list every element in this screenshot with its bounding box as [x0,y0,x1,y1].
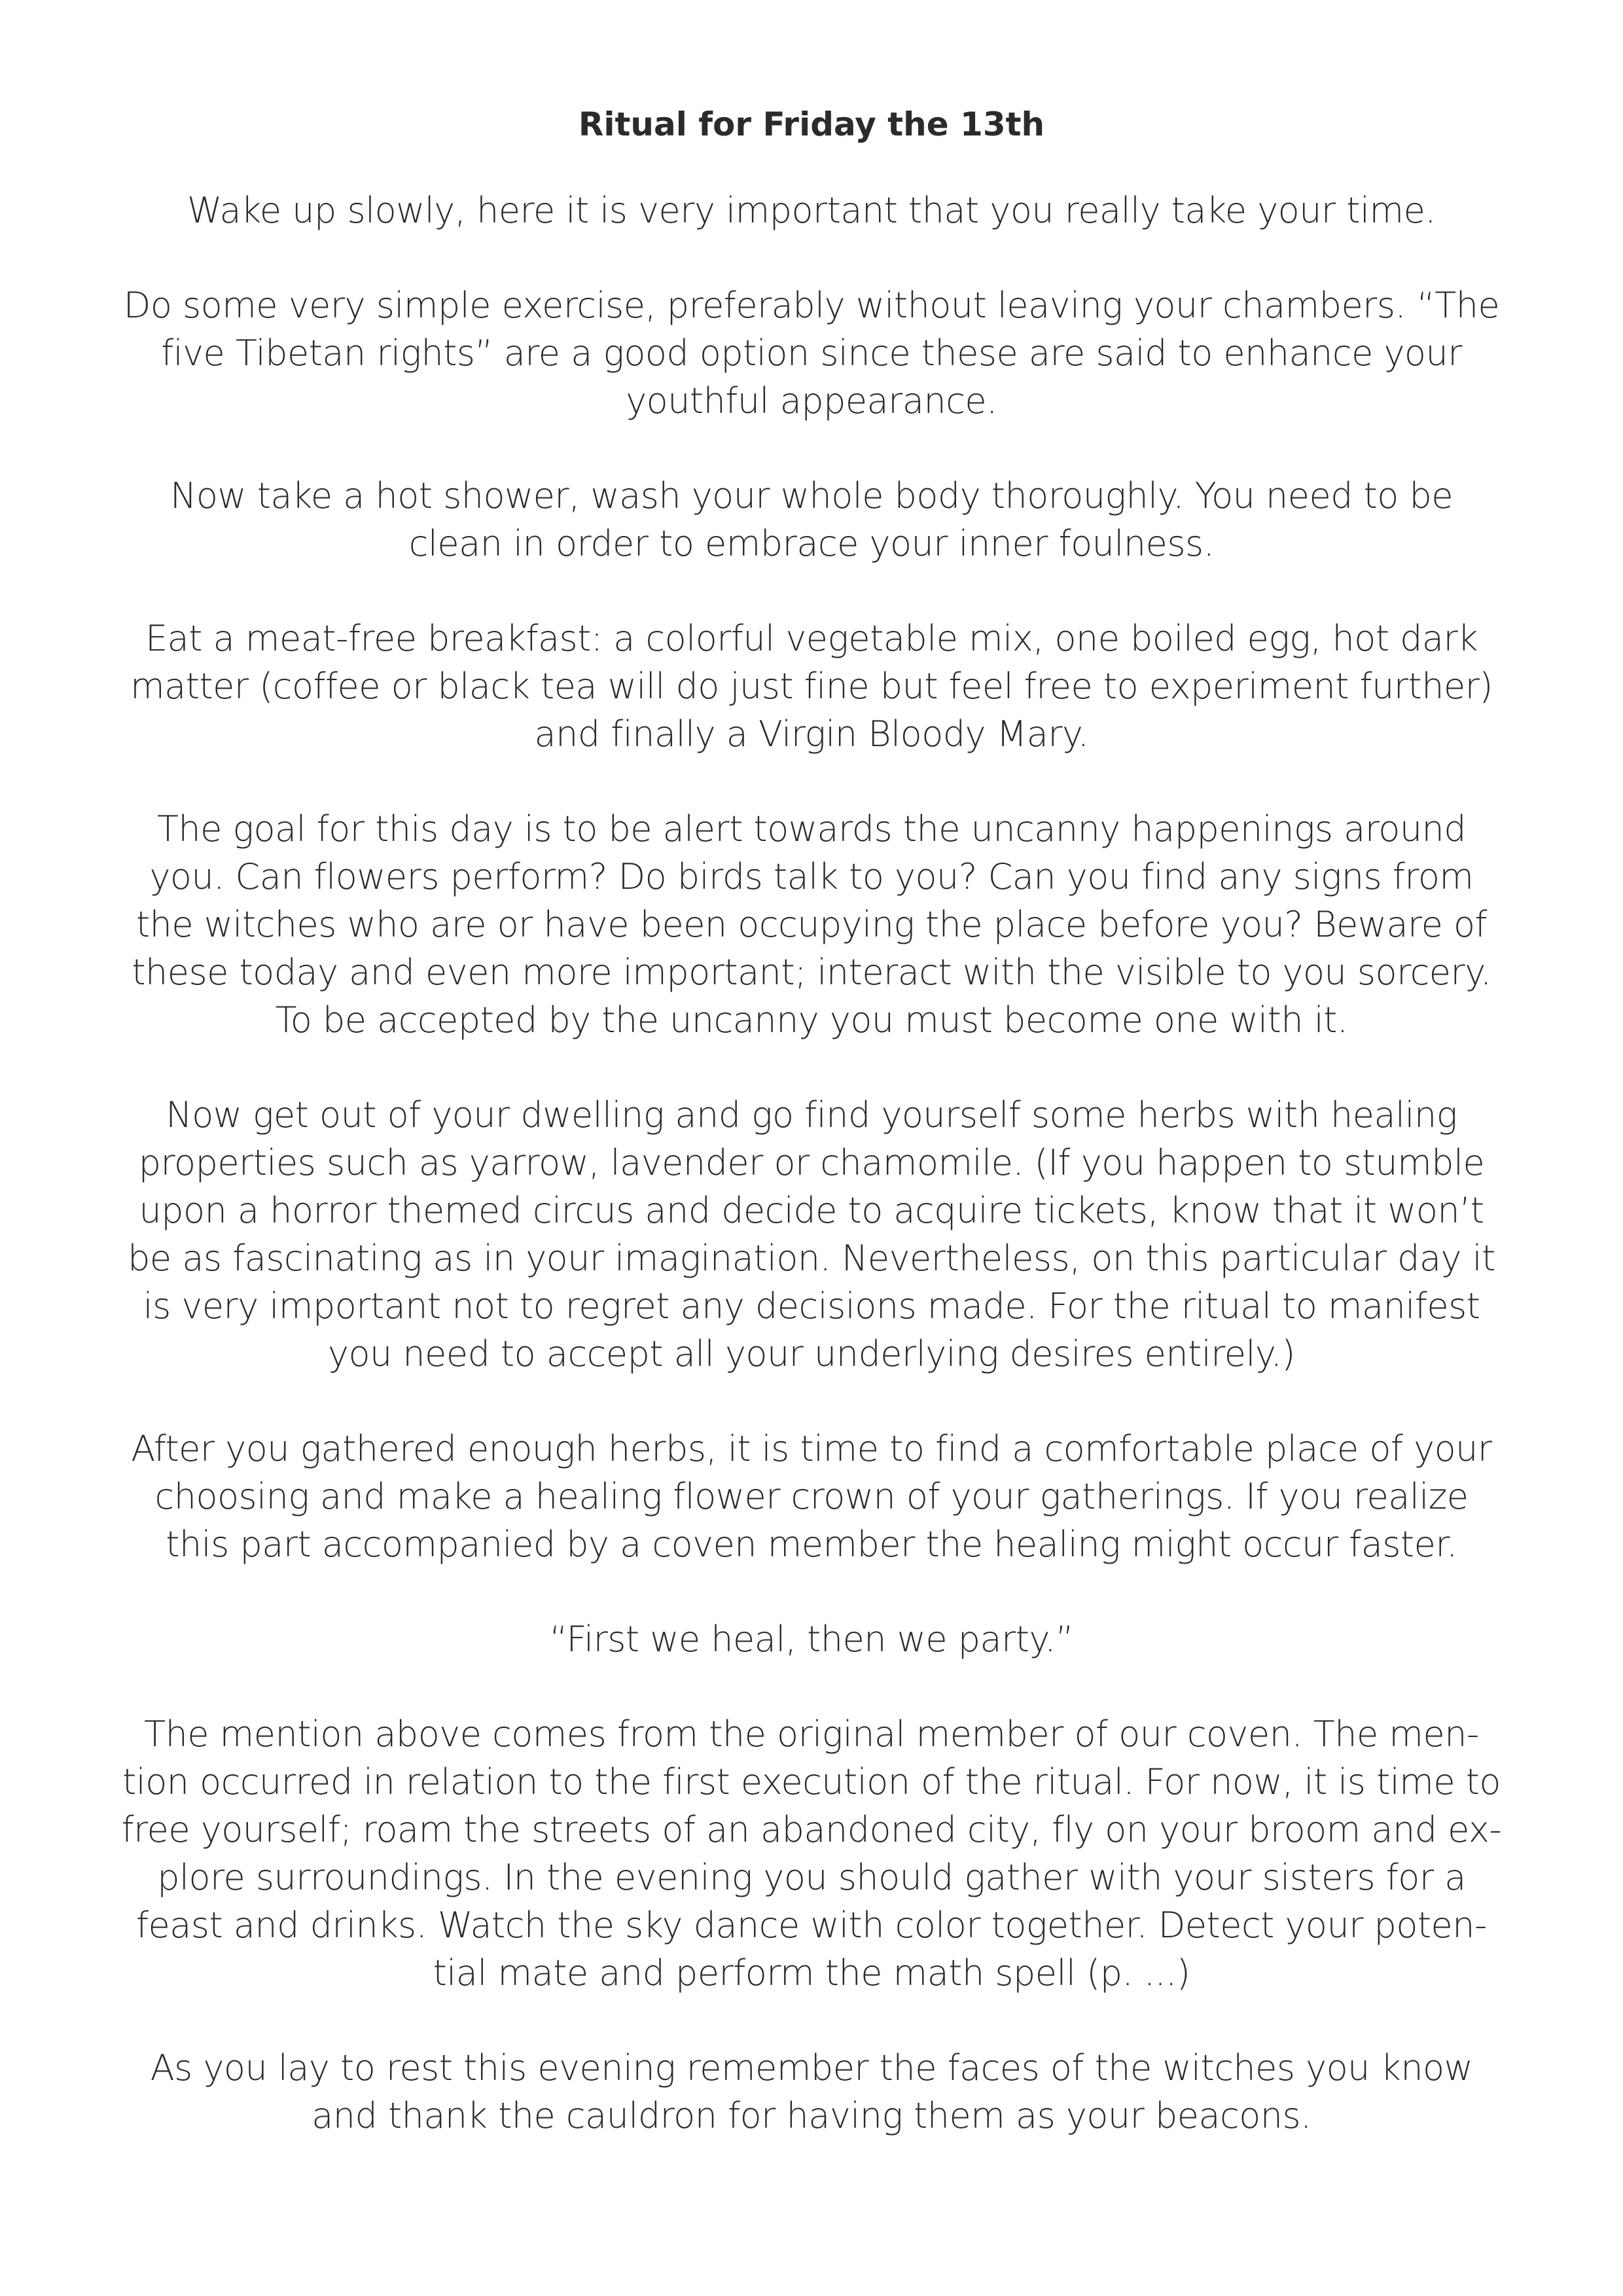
paragraph-line: upon a horror themed circus and decide to acquire tickets, know that it won’t [139,1190,1484,1231]
paragraph-line: feast and drinks. Watch the sky dance with color together. Detect your poten- [136,1905,1487,1946]
paragraph-line: youthful appearance. [626,380,997,422]
paragraph-6 [115,1091,1508,1378]
paragraph-line: After you gathered enough herbs, it is time to find a comfortable place of your [131,1428,1492,1469]
paragraph-line: these today and even more important; interact with the visible to you sorcery. [132,952,1491,993]
paragraph-line: and thank the cauldron for having them as your beacons. [312,2095,1311,2136]
paragraph-line: clean in order to embrace your inner foulness. [408,523,1215,564]
paragraph-line: you need to accept all your underlying desires entirely.) [328,1333,1295,1374]
paragraph-8 [115,1615,1508,1663]
paragraph-list [115,187,1508,2140]
paragraph-line: you. Can flowers perform? Do birds talk to you? Can you find any signs from [149,856,1474,897]
paragraph-2 [115,281,1508,425]
paragraph-line: Now get out of your dwelling and go find yourself some herbs with healing [166,1094,1457,1136]
paragraph-line: Eat a meat-free breakfast: a colorful vegetable mix, one boiled egg, hot dark [145,618,1478,659]
paragraph-line: Do some very simple exercise, preferably without leaving your chambers. “The [123,285,1500,326]
paragraph-line: this part accompanied by a coven member the healing might occur faster. [166,1524,1457,1565]
paragraph-line: the witches who are or have been occupying the place before you? Beware of [135,904,1488,945]
paragraph-line: and finally a Virgin Bloody Mary. [534,713,1089,755]
paragraph-10 [115,2044,1508,2140]
paragraph-1 [115,187,1508,234]
paragraph-line: choosing and make a healing flower crown of your gatherings. If you realize [154,1476,1469,1517]
paragraph-5 [115,805,1508,1044]
paragraph-line: matter (coffee or black tea will do just fine but feel free to experiment further) [130,666,1493,707]
document-body [115,98,1508,2140]
paragraph-line: plore surroundings. In the evening you should gather with your sisters for a [157,1857,1466,1898]
paragraph-3 [115,472,1508,567]
paragraph-line: Now take a hot shower, wash your whole body thoroughly. You need to be [170,475,1453,516]
paragraph-9 [115,1710,1508,1997]
paragraph-line: The mention above comes from the original member of our coven. The men- [144,1713,1479,1755]
paragraph-line: As you lay to rest this evening remember the faces of the witches you know [150,2047,1473,2089]
paragraph-4 [115,615,1508,758]
paragraph-line: Wake up slowly, here it is very important that you really take your time. [187,190,1436,231]
paragraph-line: properties such as yarrow, lavender or chamomile. (If you happen to stumble [138,1142,1485,1183]
paragraph-line: is very important not to regret any decisions made. For the ritual to manifest [143,1285,1480,1327]
paragraph-line: five Tibetan rights” are a good option since these are said to enhance your [161,332,1462,374]
paragraph-line: To be accepted by the uncanny you must become one with it. [275,999,1348,1041]
paragraph-line: be as fascinating as in your imagination. Nevertheless, on this particular day it [128,1238,1495,1279]
paragraph-line: free yourself; roam the streets of an abandoned city, fly on your broom and ex- [121,1809,1502,1850]
paragraph-line: “First we heal, then we party.” [549,1619,1074,1660]
paragraph-line: tion occurred in relation to the first execution of the ritual. For now, it is time to [122,1761,1501,1803]
paragraph-line: The goal for this day is to be alert towards the uncanny happenings around [156,808,1467,850]
paragraph-line: tial mate and perform the math spell (p. ...) [433,1952,1190,1994]
document-title: Ritual for Friday the 13th [578,105,1045,143]
paragraph-7 [115,1425,1508,1568]
